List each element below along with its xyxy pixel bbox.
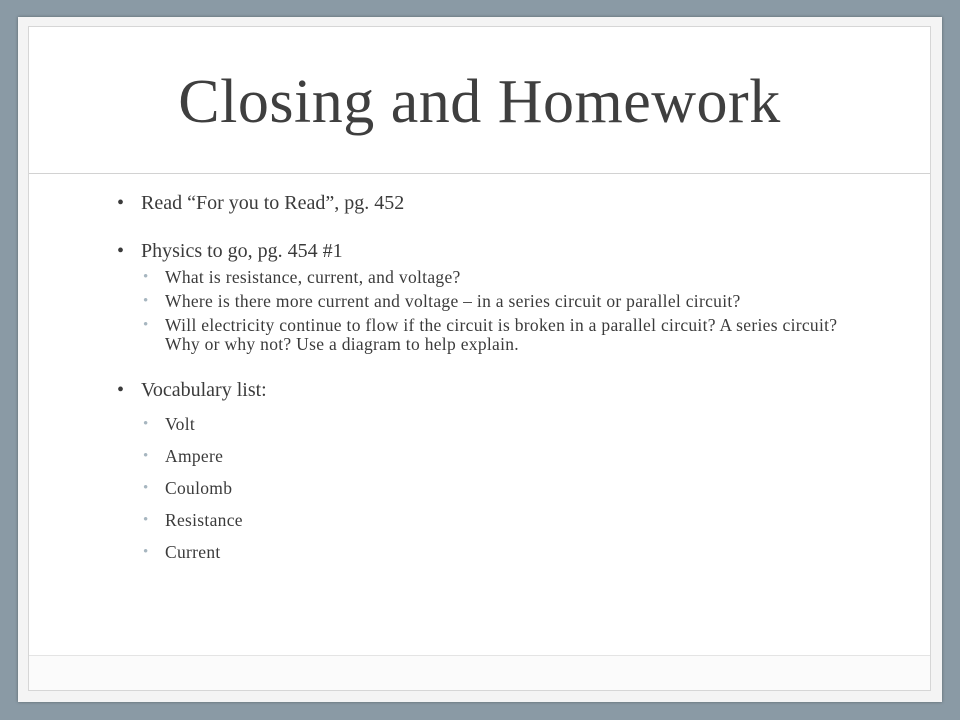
sub-bullet-icon: • (143, 512, 149, 528)
vocab-word: Coulomb (165, 478, 233, 498)
vocab-word: Ampere (165, 446, 224, 466)
title-divider (29, 173, 930, 174)
bullet-icon: • (117, 192, 125, 214)
title-area (29, 27, 930, 173)
bullet-vocabulary-list (107, 378, 867, 402)
vocab-word: Resistance (165, 510, 243, 530)
slide-title: Closing and Homework (178, 67, 781, 136)
sub-bullet-question (107, 292, 867, 311)
sub-bullet-question (107, 268, 867, 287)
sub-bullet-text: What is resistance, current, and voltage? (165, 267, 461, 287)
bullet-physics-to-go (107, 239, 867, 263)
vocab-word: Volt (165, 414, 196, 434)
bullet-read-assignment (107, 191, 867, 215)
sub-bullet-icon: • (143, 416, 149, 432)
sub-bullet-icon: • (143, 448, 149, 464)
sub-bullet-question (107, 316, 867, 354)
bullet-icon: • (117, 379, 125, 401)
bullet-icon: • (117, 240, 125, 262)
sub-bullet-text: Where is there more current and voltage – in a series circuit or parallel circuit? (165, 291, 741, 311)
vocab-word: Current (165, 542, 221, 562)
bullet-text: Physics to go, pg. 454 #1 (141, 240, 343, 262)
sub-bullet-icon: • (143, 293, 149, 309)
sub-bullet-icon: • (143, 269, 149, 285)
sub-bullet-text: Will electricity continue to flow if the circuit is broken in a parallel circuit? A series circuit? Why or why not? Use a diagram to help explain. (165, 315, 838, 354)
slide-body (107, 191, 867, 562)
sub-bullet-icon: • (143, 317, 149, 333)
vocab-item-current (107, 543, 867, 562)
bullet-text: Vocabulary list: (141, 379, 267, 401)
slide-frame (18, 17, 942, 702)
vocab-item-coulomb (107, 479, 867, 498)
vocab-item-volt (107, 415, 867, 434)
bullet-text: Read “For you to Read”, pg. 452 (141, 192, 405, 214)
sub-bullet-icon: • (143, 544, 149, 560)
vocab-item-ampere (107, 447, 867, 466)
sub-bullet-icon: • (143, 480, 149, 496)
vocab-item-resistance (107, 511, 867, 530)
slide-canvas (28, 26, 931, 691)
slide-footer-band (29, 655, 930, 690)
